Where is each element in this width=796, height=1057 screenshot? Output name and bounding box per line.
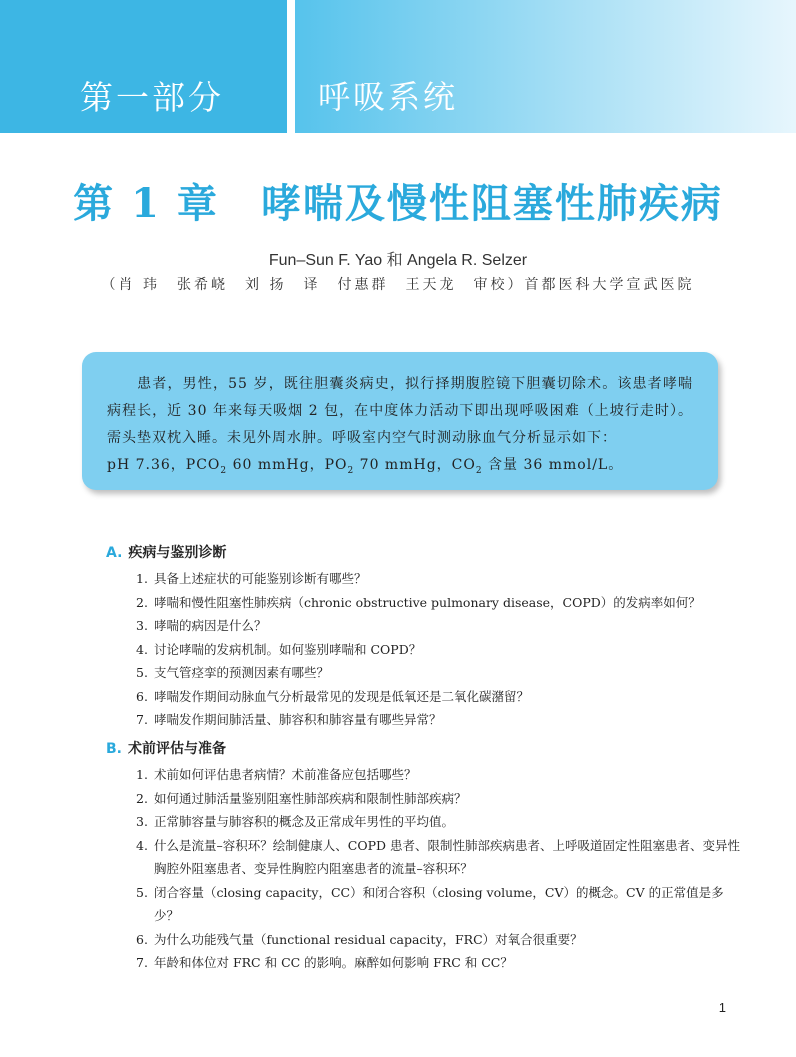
part-name: 呼吸系统	[318, 78, 459, 116]
co2-subscript: 2	[475, 465, 483, 476]
question-number: 3.	[136, 618, 148, 633]
question-item	[106, 614, 746, 638]
po2-subscript: 2	[347, 465, 355, 476]
part-label: 第一部分	[80, 78, 224, 117]
question-text: 哮喘发作期间动脉血气分析最常见的发现是低氧还是二氧化碳潴留？	[154, 688, 530, 704]
banner-divider	[287, 0, 295, 133]
section-heading	[106, 542, 746, 562]
question-text: 如何通过肺活量鉴别阻塞性肺部疾病和限制性肺部疾病？	[154, 790, 467, 806]
authors: Fun–Sun F. Yao 和 Angela R. Selzer	[268, 252, 528, 269]
question-item	[106, 928, 746, 952]
question-number: 2.	[136, 594, 148, 610]
question-list	[106, 763, 746, 975]
question-text: 什么是流量–容积环？绘制健康人、COPD 患者、限制性肺部疾病患者、上呼吸道固定性阻塞患者、变异性胸腔外阻塞患者、变异性胸腔内阻塞患者的流量–容积环？	[154, 837, 740, 876]
question-text: 术前如何评估患者病情？术前准备应包括哪些？	[154, 767, 417, 782]
question-text: 哮喘的病因是什么？	[154, 618, 267, 633]
section-letter: A.	[106, 545, 123, 561]
question-item	[106, 685, 746, 709]
question-text: 支气管痉挛的预测因素有哪些？	[154, 665, 330, 680]
question-item	[106, 638, 746, 662]
question-item	[106, 810, 746, 834]
part-banner	[0, 0, 796, 133]
question-number: 4.	[136, 641, 148, 657]
question-number: 2.	[136, 790, 148, 806]
question-number: 5.	[136, 884, 148, 900]
question-item	[106, 708, 746, 732]
question-item	[106, 567, 746, 591]
section-a	[106, 542, 746, 732]
question-text: 哮喘和慢性阻塞性肺疾病（chronic obstructive pulmonary disease，COPD）的发病率如何？	[154, 594, 701, 610]
question-number: 7.	[136, 712, 148, 727]
question-number: 4.	[136, 837, 148, 853]
translators: （肖 玮 张希峣 刘 扬 译 付惠群 王天龙 审校）首都医科大学宣武医院	[101, 277, 695, 293]
question-item	[106, 881, 746, 928]
question-item	[106, 591, 746, 615]
question-list	[106, 567, 746, 732]
question-item	[106, 951, 746, 975]
question-number: 7.	[136, 955, 148, 970]
question-item	[106, 787, 746, 811]
section-b	[106, 738, 746, 975]
question-item	[106, 834, 746, 881]
question-number: 3.	[136, 814, 148, 829]
page-number: 1	[718, 1000, 726, 1015]
question-number: 6.	[136, 688, 148, 704]
question-number: 1.	[136, 767, 148, 782]
section-heading	[106, 738, 746, 758]
case-text	[107, 371, 693, 485]
question-number: 1.	[136, 571, 148, 586]
section-title: 术前评估与准备	[128, 741, 226, 757]
section-letter: B.	[106, 741, 122, 757]
case-co2: 含量 36 mmol/L。	[488, 457, 624, 473]
question-text: 具备上述症状的可能鉴别诊断有哪些？	[154, 571, 367, 586]
question-text: 为什么功能残气量（functional residual capacity，FRC）对氧合很重要？	[154, 931, 583, 947]
question-number: 6.	[136, 931, 148, 947]
question-text: 哮喘发作期间肺活量、肺容积和肺容量有哪些异常？	[154, 712, 442, 727]
chapter-title: 第 1 章 哮喘及慢性阻塞性肺疾病	[73, 180, 723, 227]
case-po2: 70 mmHg，CO	[359, 457, 476, 473]
question-text: 闭合容量（closing capacity，CC）和闭合容积（closing volume，CV）的概念。CV 的正常值是多少？	[154, 884, 724, 923]
question-text: 年龄和体位对 FRC 和 CC 的影响。麻醉如何影响 FRC 和 CC？	[154, 955, 513, 970]
case-description: 患者，男性，55 岁，既往胆囊炎病史，拟行择期腹腔镜下胆囊切除术。该患者哮喘病程长，近 30 年来每天吸烟 2 包，在中度体力活动下即出现呼吸困难（上坡行走时）。需头垫双枕入睡。未见外周水肿。呼吸室内空气时测动脉血气分析显示如下：	[107, 376, 693, 446]
question-text: 正常肺容量与肺容积的概念及正常成年男性的平均值。	[154, 814, 455, 829]
question-item	[106, 763, 746, 787]
pco2-subscript: 2	[220, 465, 228, 476]
question-text: 讨论哮喘的发病机制。如何鉴别哮喘和 COPD？	[154, 641, 422, 657]
case-ph: pH 7.36，PCO	[107, 457, 221, 473]
case-pco2: 60 mmHg，PO	[232, 457, 348, 473]
question-number: 5.	[136, 665, 148, 680]
question-item	[106, 661, 746, 685]
section-title: 疾病与鉴别诊断	[128, 545, 227, 561]
